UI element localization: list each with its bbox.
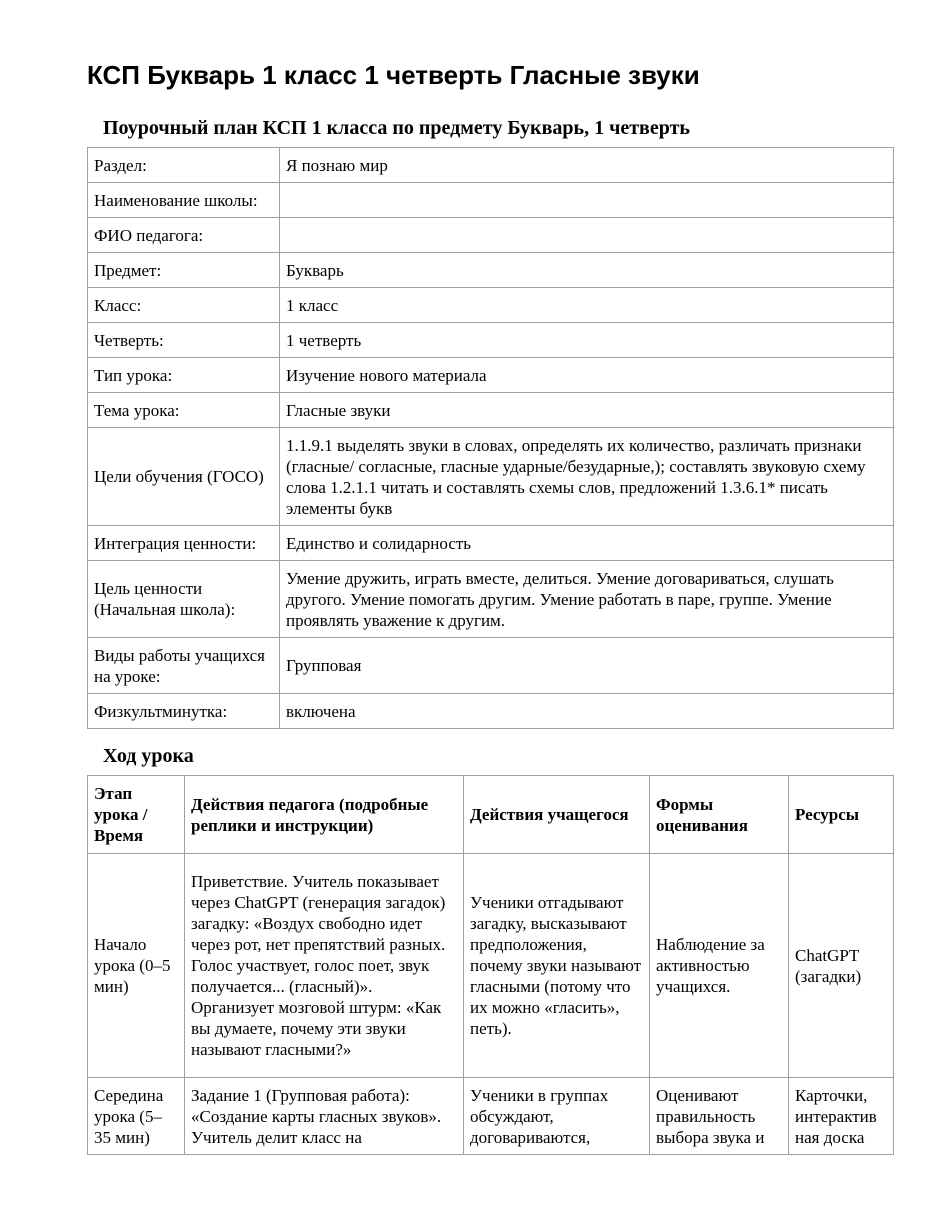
- lesson-row-start: [88, 854, 894, 1078]
- plan-label: Физкультминутка:: [88, 694, 280, 729]
- plan-row-exercise-break: [88, 694, 894, 729]
- stage-cell: Начало урока (0–5 мин): [88, 854, 185, 1078]
- student-actions-cell: Ученики отгадывают загадку, высказывают предположения, почему звуки называют гласными (потому что их можно «гласить», петь).: [464, 854, 650, 1078]
- plan-value: Букварь: [280, 253, 894, 288]
- plan-row-quarter: [88, 323, 894, 358]
- plan-label: Наименование школы:: [88, 183, 280, 218]
- column-header-resources: Ресурсы: [789, 776, 894, 854]
- stage-cell: Середина урока (5–35 мин): [88, 1078, 185, 1155]
- plan-label: ФИО педагога:: [88, 218, 280, 253]
- lesson-table: [87, 775, 894, 1155]
- resources-cell: Карточки, интерактив ная доска: [789, 1078, 894, 1155]
- plan-value: [280, 183, 894, 218]
- lesson-header-row: [88, 776, 894, 854]
- plan-value: включена: [280, 694, 894, 729]
- plan-row-learning-goals: [88, 428, 894, 526]
- column-header-teacher-actions: Действия педагога (подробные реплики и инструкции): [185, 776, 464, 854]
- plan-heading: Поурочный план КСП 1 класса по предмету Букварь, 1 четверть: [103, 117, 690, 139]
- column-header-student-actions: Действия учащегося: [464, 776, 650, 854]
- plan-value: Я познаю мир: [280, 148, 894, 183]
- plan-value: Единство и солидарность: [280, 526, 894, 561]
- plan-label: Предмет:: [88, 253, 280, 288]
- plan-row-lesson-type: [88, 358, 894, 393]
- plan-row-lesson-topic: [88, 393, 894, 428]
- plan-label: Виды работы учащихся на уроке:: [88, 638, 280, 694]
- assessment-cell: Оценивают правильность выбора звука и: [650, 1078, 789, 1155]
- plan-row-school: [88, 183, 894, 218]
- document-title: КСП Букварь 1 класс 1 четверть Гласные звуки: [87, 60, 700, 90]
- plan-value: [280, 218, 894, 253]
- plan-row-section: [88, 148, 894, 183]
- lesson-row-middle: [88, 1078, 894, 1155]
- plan-value: Изучение нового материала: [280, 358, 894, 393]
- teacher-actions-cell: Приветствие. Учитель показывает через ChatGPT (генерация загадок) загадку: «Воздух свободно идет через рот, нет препятствий разных. Голос участвует, голос поет, звук получается... (гласный)». Организует мозговой штурм: «Как вы думаете, почему эти звуки называют гласными?»: [185, 854, 464, 1078]
- plan-row-teacher: [88, 218, 894, 253]
- column-header-stage: Этап урока / Время: [88, 776, 185, 854]
- plan-label: Тип урока:: [88, 358, 280, 393]
- plan-label: Четверть:: [88, 323, 280, 358]
- resources-cell: ChatGPT (загадки): [789, 854, 894, 1078]
- plan-row-class: [88, 288, 894, 323]
- plan-label: Цель ценности (Начальная школа):: [88, 561, 280, 638]
- plan-row-work-types: [88, 638, 894, 694]
- plan-row-subject: [88, 253, 894, 288]
- plan-value: 1 четверть: [280, 323, 894, 358]
- plan-value: 1.1.9.1 выделять звуки в словах, определять их количество, различать признаки (гласные/ согласные, гласные ударные/безударные,); составлять звуковую схему слова 1.2.1.1 читать и составлять схемы слов, предложений 1.3.6.1* писать элементы букв: [280, 428, 894, 526]
- plan-label: Цели обучения (ГОСО): [88, 428, 280, 526]
- plan-row-value-integration: [88, 526, 894, 561]
- plan-value: Групповая: [280, 638, 894, 694]
- plan-row-value-goal: [88, 561, 894, 638]
- plan-label: Класс:: [88, 288, 280, 323]
- student-actions-cell: Ученики в группах обсуждают, договариваются,: [464, 1078, 650, 1155]
- column-header-assessment: Формы оценивания: [650, 776, 789, 854]
- plan-label: Тема урока:: [88, 393, 280, 428]
- plan-table: [87, 147, 894, 729]
- plan-label: Интеграция ценности:: [88, 526, 280, 561]
- plan-value: Гласные звуки: [280, 393, 894, 428]
- plan-value: Умение дружить, играть вместе, делиться. Умение договариваться, слушать другого. Умение помогать другим. Умение работать в паре, группе. Умение проявлять уважение к другим.: [280, 561, 894, 638]
- plan-label: Раздел:: [88, 148, 280, 183]
- lesson-heading: Ход урока: [103, 745, 194, 767]
- assessment-cell: Наблюдение за активностью учащихся.: [650, 854, 789, 1078]
- plan-value: 1 класс: [280, 288, 894, 323]
- teacher-actions-cell: Задание 1 (Групповая работа): «Создание карты гласных звуков». Учитель делит класс на: [185, 1078, 464, 1155]
